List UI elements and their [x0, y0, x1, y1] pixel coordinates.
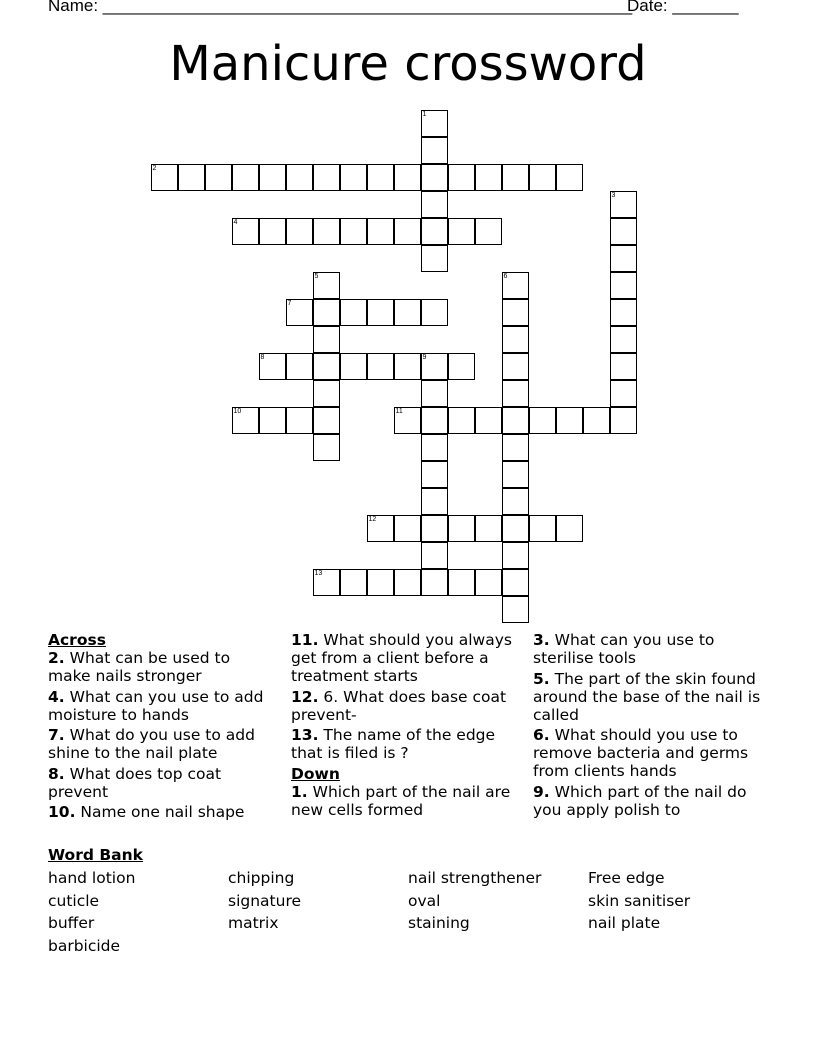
word-bank-item: nail plate [588, 914, 661, 932]
grid-cell[interactable] [421, 218, 448, 245]
grid-cell[interactable] [610, 326, 637, 353]
grid-cell[interactable] [232, 164, 259, 191]
clue-text: 6. What does base coat prevent- [291, 687, 507, 724]
grid-cell[interactable] [340, 164, 367, 191]
grid-cell[interactable] [367, 353, 394, 380]
grid-cell[interactable] [475, 569, 502, 596]
clue-number: 2. [48, 649, 65, 667]
grid-cell[interactable] [394, 164, 421, 191]
grid-cell[interactable] [610, 380, 637, 407]
clue-down-6 [533, 726, 768, 780]
grid-cell[interactable] [502, 515, 529, 542]
word-bank-item: signature [228, 891, 302, 910]
grid-cell[interactable] [286, 218, 313, 245]
grid-cell[interactable] [421, 461, 448, 488]
clue-across-13 [291, 726, 519, 762]
clue-text: What does top coat prevent [48, 764, 222, 801]
grid-cell[interactable] [448, 218, 475, 245]
grid-cell[interactable] [502, 596, 529, 623]
grid-cell[interactable] [340, 299, 367, 326]
grid-cell[interactable] [421, 515, 448, 542]
grid-cell[interactable] [502, 461, 529, 488]
name-field-label[interactable]: Name: ________________________________________________________ [48, 0, 633, 15]
grid-cell[interactable] [421, 542, 448, 569]
grid-cell[interactable] [421, 137, 448, 164]
grid-cell[interactable] [502, 353, 529, 380]
clue-number: 12. [291, 687, 319, 706]
clue-text: What can be used to make nails stronger [48, 649, 231, 685]
clue-text: What do you use to add shine to the nail plate [48, 726, 255, 762]
grid-cell[interactable] [313, 164, 340, 191]
grid-cell[interactable] [421, 380, 448, 407]
down-heading: Down [291, 764, 340, 783]
cell-number: 3 [611, 192, 616, 199]
grid-cell[interactable] [556, 407, 583, 434]
clue-across-11 [291, 631, 519, 685]
grid-cell[interactable] [610, 353, 637, 380]
word-bank-heading: Word Bank [48, 846, 143, 864]
grid-cell[interactable] [502, 542, 529, 569]
grid-cell[interactable] [259, 353, 286, 380]
cell-number: 6 [503, 273, 508, 280]
clue-number: 8. [48, 764, 65, 783]
grid-cell[interactable] [394, 299, 421, 326]
cell-number: 1 [422, 111, 427, 118]
grid-cell[interactable] [502, 326, 529, 353]
grid-cell[interactable] [502, 299, 529, 326]
grid-cell[interactable] [313, 407, 340, 434]
cell-number: 12 [368, 516, 377, 523]
clue-text: What should you use to remove bacteria and germs from clients hands [533, 726, 749, 780]
grid-cell[interactable] [475, 164, 502, 191]
grid-cell[interactable] [502, 164, 529, 191]
clue-number: 7. [48, 726, 65, 744]
cell-number: 4 [233, 219, 238, 226]
word-bank-item: staining [408, 914, 470, 932]
cell-number: 2 [152, 165, 157, 172]
grid-cell[interactable] [205, 164, 232, 191]
clue-number: 5. [533, 669, 550, 688]
cell-number: 10 [233, 408, 242, 415]
grid-cell[interactable] [286, 299, 313, 326]
grid-cell[interactable] [367, 164, 394, 191]
grid-cell[interactable] [529, 407, 556, 434]
grid-cell[interactable] [421, 191, 448, 218]
clues-column-1 [48, 631, 273, 824]
grid-cell[interactable] [610, 272, 637, 299]
grid-cell[interactable] [340, 569, 367, 596]
clue-down-9 [533, 783, 768, 819]
grid-cell[interactable] [502, 434, 529, 461]
clue-text: Which part of the nail do you apply polish to [533, 782, 747, 819]
clue-number: 4. [48, 687, 65, 706]
grid-cell[interactable] [259, 407, 286, 434]
grid-cell[interactable] [286, 353, 313, 380]
grid-cell[interactable] [313, 218, 340, 245]
word-bank-item: nail strengthener [408, 869, 542, 887]
grid-cell[interactable] [475, 515, 502, 542]
clues-column-2 [291, 631, 519, 821]
clue-number: 13. [291, 726, 319, 744]
grid-cell[interactable] [259, 164, 286, 191]
grid-cell[interactable] [475, 407, 502, 434]
cell-number: 11 [395, 408, 403, 415]
word-bank-item: chipping [228, 869, 295, 887]
grid-cell[interactable] [448, 353, 475, 380]
grid-cell[interactable] [286, 164, 313, 191]
grid-cell[interactable] [556, 164, 583, 191]
grid-cell[interactable] [151, 164, 178, 191]
word-bank-item: barbicide [48, 936, 121, 955]
clue-across-7 [48, 726, 273, 762]
grid-cell[interactable] [394, 515, 421, 542]
word-bank-item: Free edge [588, 869, 665, 887]
grid-cell[interactable] [313, 569, 340, 596]
clue-text: What can you use to add moisture to hands [48, 687, 264, 724]
word-bank-item: buffer [48, 914, 95, 932]
clue-down-5 [533, 670, 768, 724]
clue-number: 10. [48, 803, 76, 821]
grid-cell[interactable] [394, 353, 421, 380]
clues-column-3 [533, 631, 768, 821]
grid-cell[interactable] [448, 515, 475, 542]
cell-number: 5 [314, 273, 319, 280]
cell-number: 7 [287, 300, 292, 307]
grid-cell[interactable] [502, 488, 529, 515]
grid-cell[interactable] [367, 515, 394, 542]
grid-cell[interactable] [178, 164, 205, 191]
grid-cell[interactable] [313, 272, 340, 299]
grid-cell[interactable] [583, 407, 610, 434]
clue-across-2 [48, 649, 273, 685]
grid-cell[interactable] [313, 434, 340, 461]
grid-cell[interactable] [394, 218, 421, 245]
grid-cell[interactable] [313, 326, 340, 353]
clue-text: Which part of the nail are new cells formed [291, 782, 511, 819]
grid-cell[interactable] [502, 272, 529, 299]
clue-text: Name one nail shape [80, 803, 245, 821]
grid-cell[interactable] [421, 164, 448, 191]
grid-cell[interactable] [448, 407, 475, 434]
grid-cell[interactable] [529, 515, 556, 542]
clue-text: What can you use to sterilise tools [533, 631, 715, 667]
clue-text: What should you always get from a client before a treatment starts [291, 631, 512, 685]
grid-cell[interactable] [502, 407, 529, 434]
grid-cell[interactable] [421, 245, 448, 272]
date-field-label[interactable]: Date: _______ [627, 0, 739, 15]
grid-cell[interactable] [610, 299, 637, 326]
word-bank-item: matrix [228, 914, 279, 932]
grid-cell[interactable] [421, 110, 448, 137]
grid-cell[interactable] [367, 569, 394, 596]
grid-cell[interactable] [394, 407, 421, 434]
grid-cell[interactable] [313, 353, 340, 380]
clue-across-8 [48, 765, 273, 801]
clue-across-10 [48, 803, 273, 821]
clue-text: The name of the edge that is filed is ? [291, 726, 496, 762]
cell-number: 9 [422, 354, 427, 361]
clue-number: 6. [533, 726, 550, 744]
word-bank-item: skin sanitiser [588, 891, 691, 910]
clue-down-1 [291, 783, 519, 819]
grid-cell[interactable] [421, 434, 448, 461]
grid-cell[interactable] [232, 407, 259, 434]
grid-cell[interactable] [475, 218, 502, 245]
grid-cell[interactable] [394, 569, 421, 596]
grid-cell[interactable] [340, 353, 367, 380]
grid-cell[interactable] [610, 407, 637, 434]
clue-number: 1. [291, 782, 308, 801]
grid-cell[interactable] [421, 299, 448, 326]
clue-text: The part of the skin found around the base of the nail is called [533, 669, 761, 724]
clue-across-4 [48, 688, 273, 724]
grid-cell[interactable] [448, 164, 475, 191]
word-bank-item: hand lotion [48, 869, 136, 887]
grid-cell[interactable] [529, 164, 556, 191]
clue-across-12 [291, 688, 519, 724]
grid-cell[interactable] [367, 299, 394, 326]
grid-cell[interactable] [610, 245, 637, 272]
clue-number: 9. [533, 782, 550, 801]
clue-down-3 [533, 631, 768, 667]
grid-cell[interactable] [421, 488, 448, 515]
grid-cell[interactable] [313, 380, 340, 407]
grid-cell[interactable] [502, 569, 529, 596]
grid-cell[interactable] [421, 353, 448, 380]
grid-cell[interactable] [421, 569, 448, 596]
grid-cell[interactable] [448, 569, 475, 596]
grid-cell[interactable] [367, 218, 394, 245]
cell-number: 13 [314, 570, 323, 577]
grid-cell[interactable] [286, 407, 313, 434]
grid-cell[interactable] [313, 299, 340, 326]
grid-cell[interactable] [259, 218, 286, 245]
cell-number: 8 [260, 354, 265, 361]
across-heading: Across [48, 631, 106, 649]
clue-number: 3. [533, 631, 550, 649]
grid-cell[interactable] [556, 515, 583, 542]
word-bank-item: oval [408, 891, 441, 910]
clue-number: 11. [291, 631, 319, 649]
grid-cell[interactable] [232, 218, 259, 245]
word-bank-item: cuticle [48, 891, 100, 910]
grid-cell[interactable] [340, 218, 367, 245]
grid-cell[interactable] [610, 191, 637, 218]
grid-cell[interactable] [610, 218, 637, 245]
page-title: Manicure crossword [169, 36, 647, 92]
grid-cell[interactable] [421, 407, 448, 434]
grid-cell[interactable] [502, 380, 529, 407]
